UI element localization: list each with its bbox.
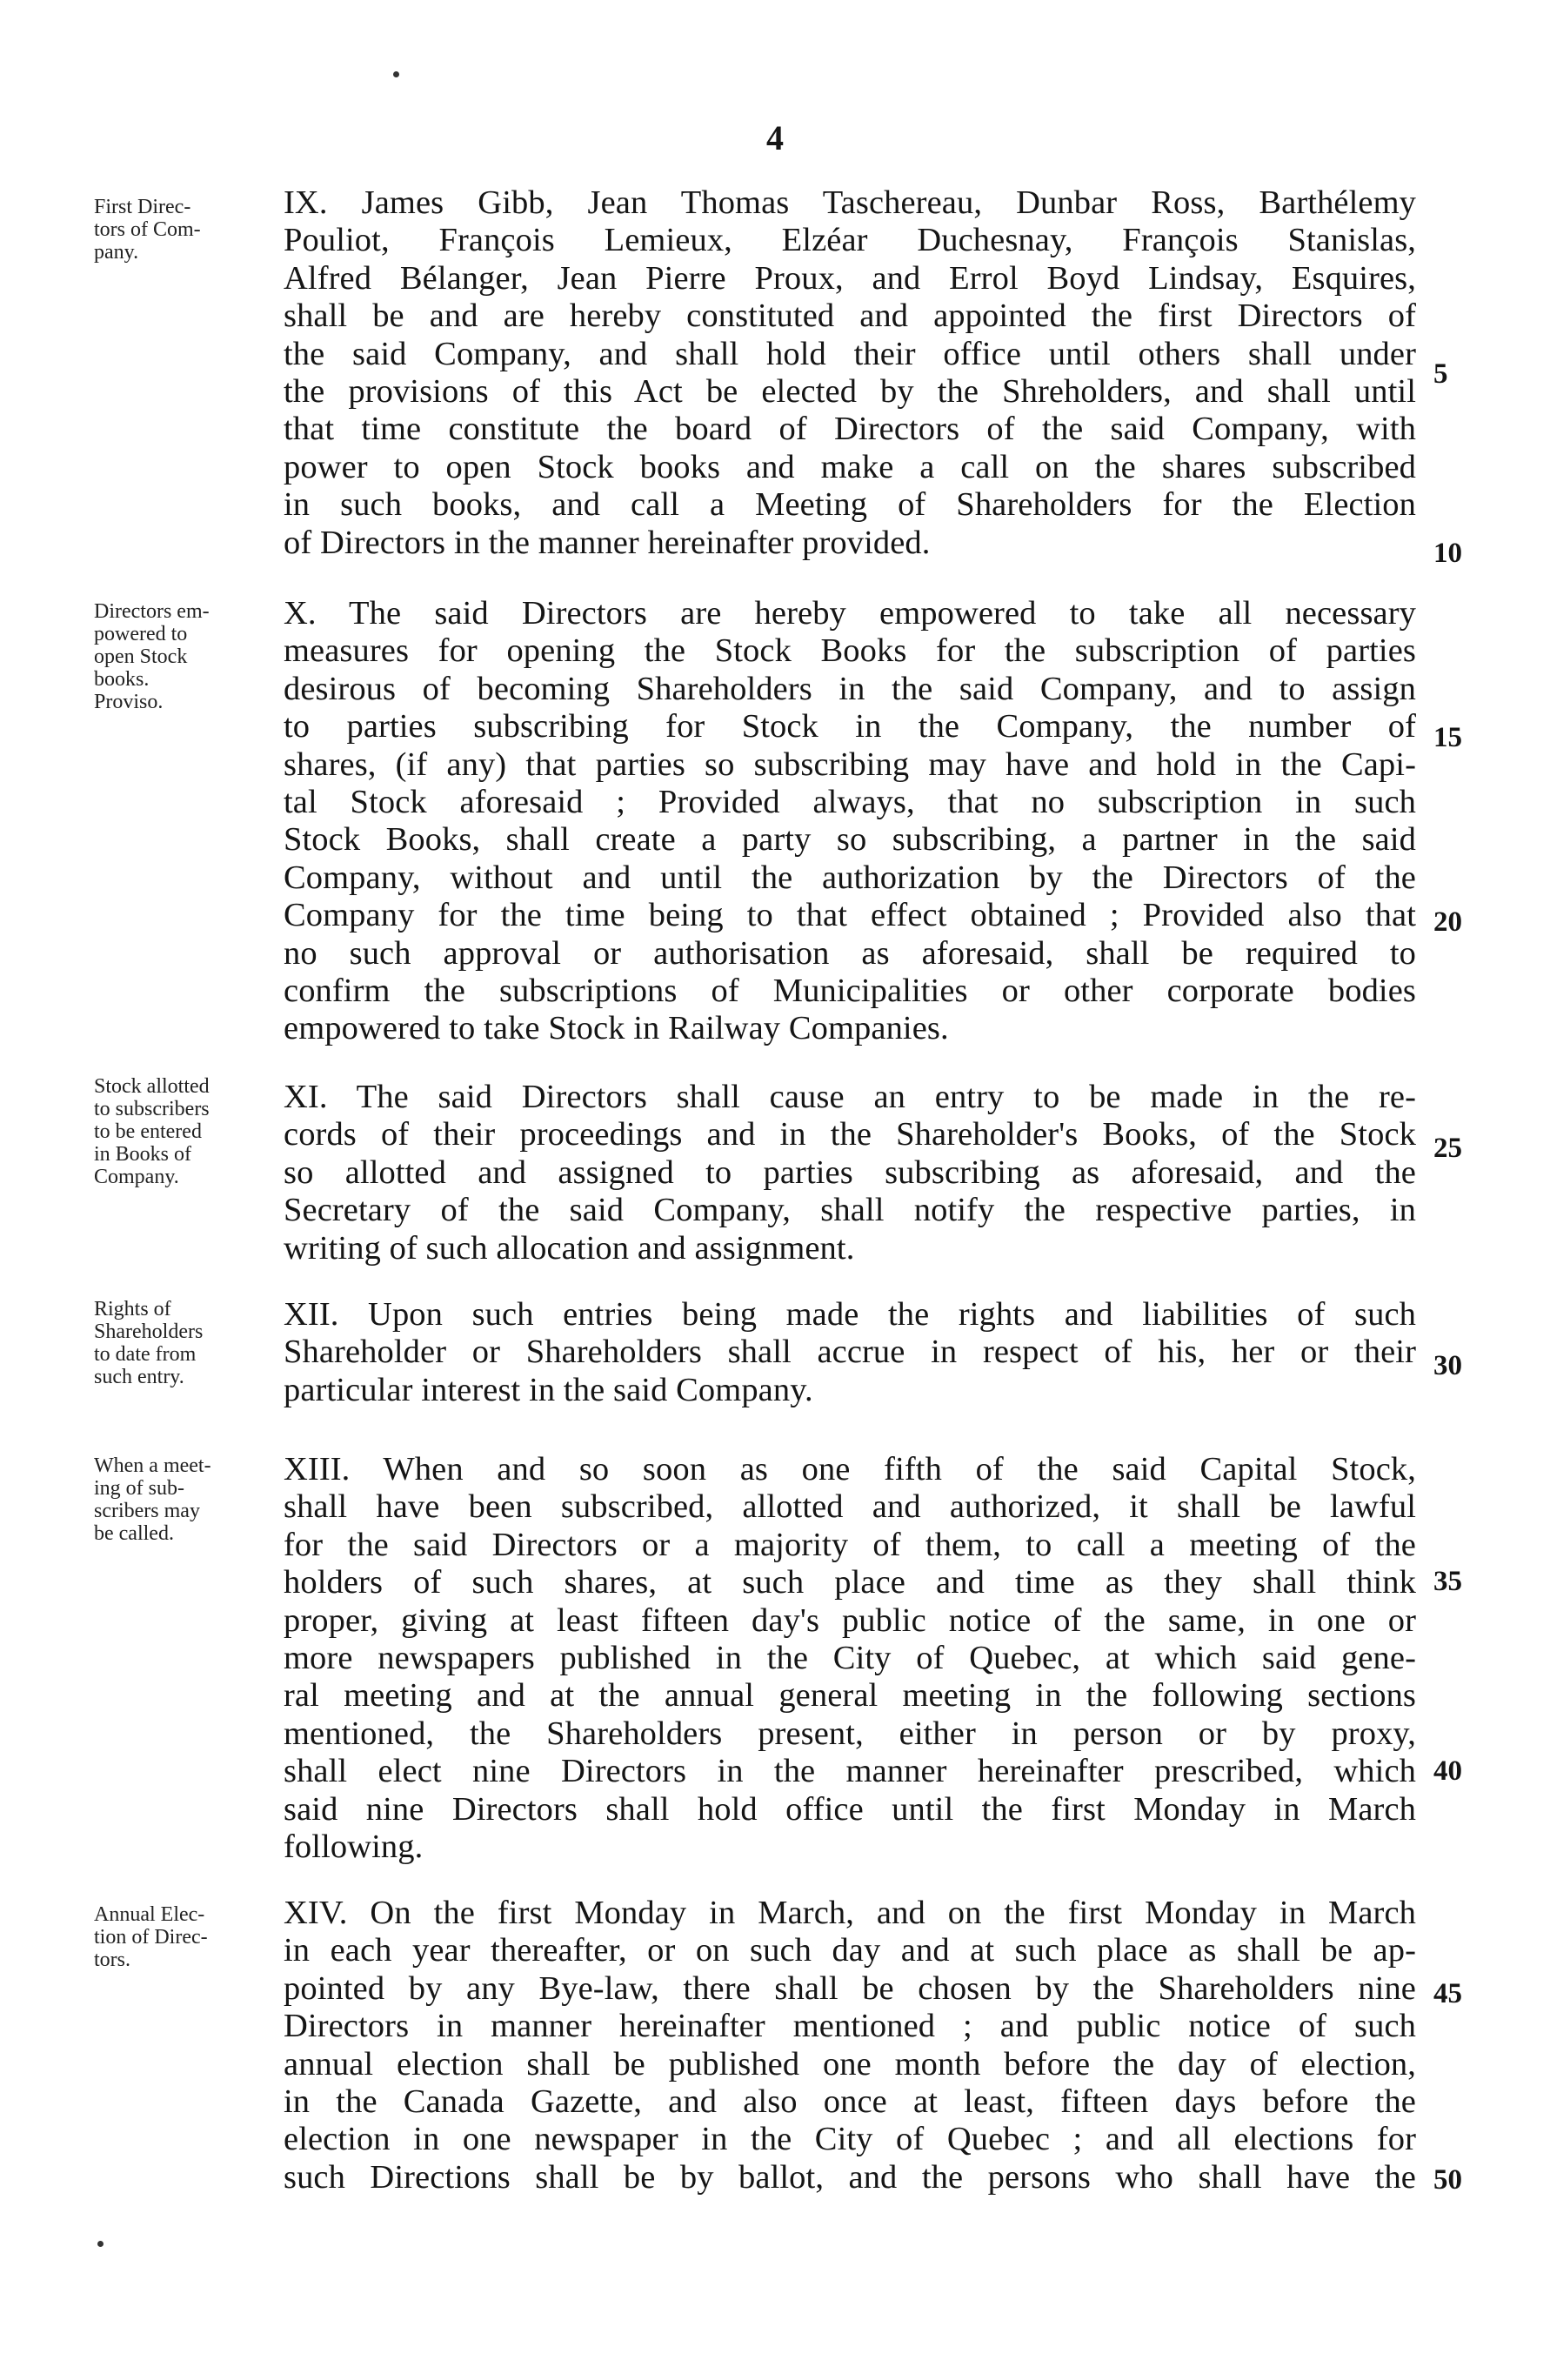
section-text: X. The said Directors are hereby empowered to take all necessary measures for opening the Stock Books for the subscription of parties desirous of becoming Shareholders in the said Company, and to assign to parties subscribing for Stock in the Company, the number of shares, (if any) that parties so subscribing may have and hold in the Capi- tal Stock aforesaid ; Provided always, that no subscription in such Stock Books, shall create a party so subscribing, a partner in the said Company, without and until the authorization by the Directors of the Company for the time being to that effect obtained ; Provided also that no such approval or authorisation as aforesaid, shall be required to confirm the subscriptions of Municipalities or other corporate bodies empowered to take Stock in Railway Companies.: [284, 595, 1416, 1047]
line-number: 10: [1433, 538, 1462, 569]
line-number: 5: [1433, 358, 1448, 390]
line-number: 25: [1433, 1133, 1462, 1164]
page-number: 4: [766, 118, 784, 157]
section-text: XI. The said Directors shall cause an entry to be made in the re- cords of their proceedings and in the Shareholder's Books, of the Stock so allotted and assigned to parties subscribing as aforesaid, and the Secretary of the said Company, shall notify the respective parties, in writing of such allocation and assignment.: [284, 1079, 1416, 1267]
margin-note: Directors em- powered to open Stock books. Proviso.: [94, 600, 210, 713]
line-number: 30: [1433, 1350, 1462, 1381]
section-text: IX. James Gibb, Jean Thomas Taschereau, Dunbar Ross, Barthélemy Pouliot, François Lemieux, Elzéar Duchesnay, François Stanislas, Alfred Bélanger, Jean Pierre Proux, and Errol Boyd Lindsay, Esquires, shall be and are hereby constituted and appointed the first Directors of the said Company, and shall hold their office until others shall under the provisions of this Act be elected by the Shreholders, and shall until that time constitute the board of Directors of the said Company, with power to open Stock books and make a call on the shares subscribed in such books, and call a Meeting of Shareholders for the Election of Directors in the manner hereinafter provided.: [284, 184, 1416, 561]
section-text: XIII. When and so soon as one fifth of the said Capital Stock, shall have been subscribed, allotted and authorized, it shall be lawful for the said Directors or a majority of them, to call a meeting of the holders of such shares, at such place and time as they shall think proper, giving at least fifteen day's public notice of the same, in one or more newspapers published in the City of Quebec, at which said gene- ral meeting and at the annual general meeting in the following sections mentioned, the Shareholders present, either in person or by proxy, shall elect nine Directors in the manner hereinafter prescribed, which said nine Directors shall hold office until the first Monday in March following.: [284, 1451, 1416, 1866]
line-number: 45: [1433, 1978, 1462, 2009]
line-number: 15: [1433, 722, 1462, 753]
margin-note: Rights of Shareholders to date from such entry.: [94, 1298, 204, 1388]
print-speck: [393, 71, 399, 77]
margin-note: Stock allotted to subscribers to be entered in Books of Company.: [94, 1075, 210, 1188]
section-text: XII. Upon such entries being made the rights and liabilities of such Shareholder or Shareholders shall accrue in respect of his, her or their particular interest in the said Company.: [284, 1296, 1416, 1408]
line-number: 50: [1433, 2164, 1462, 2196]
print-speck: [97, 2241, 104, 2247]
margin-note: Annual Elec- tion of Direc- tors.: [94, 1903, 208, 1971]
margin-note: When a meet- ing of sub- scribers may be called.: [94, 1454, 211, 1545]
line-number: 40: [1433, 1755, 1462, 1787]
section-text: XIV. On the first Monday in March, and on the first Monday in March in each year thereafter, or on such day and at such place as shall be ap- pointed by any Bye-law, there shall be chosen by the Shareholders nine Directors in manner hereinafter mentioned ; and public notice of such annual election shall be published one month before the day of election, in the Canada Gazette, and also once at least, fifteen days before the election in one newspaper in the City of Quebec ; and all elections for such Directions shall be by ballot, and the persons who shall have the: [284, 1895, 1416, 2196]
line-number: 35: [1433, 1566, 1462, 1597]
margin-note: First Direc- tors of Com- pany.: [94, 196, 201, 264]
line-number: 20: [1433, 906, 1462, 938]
